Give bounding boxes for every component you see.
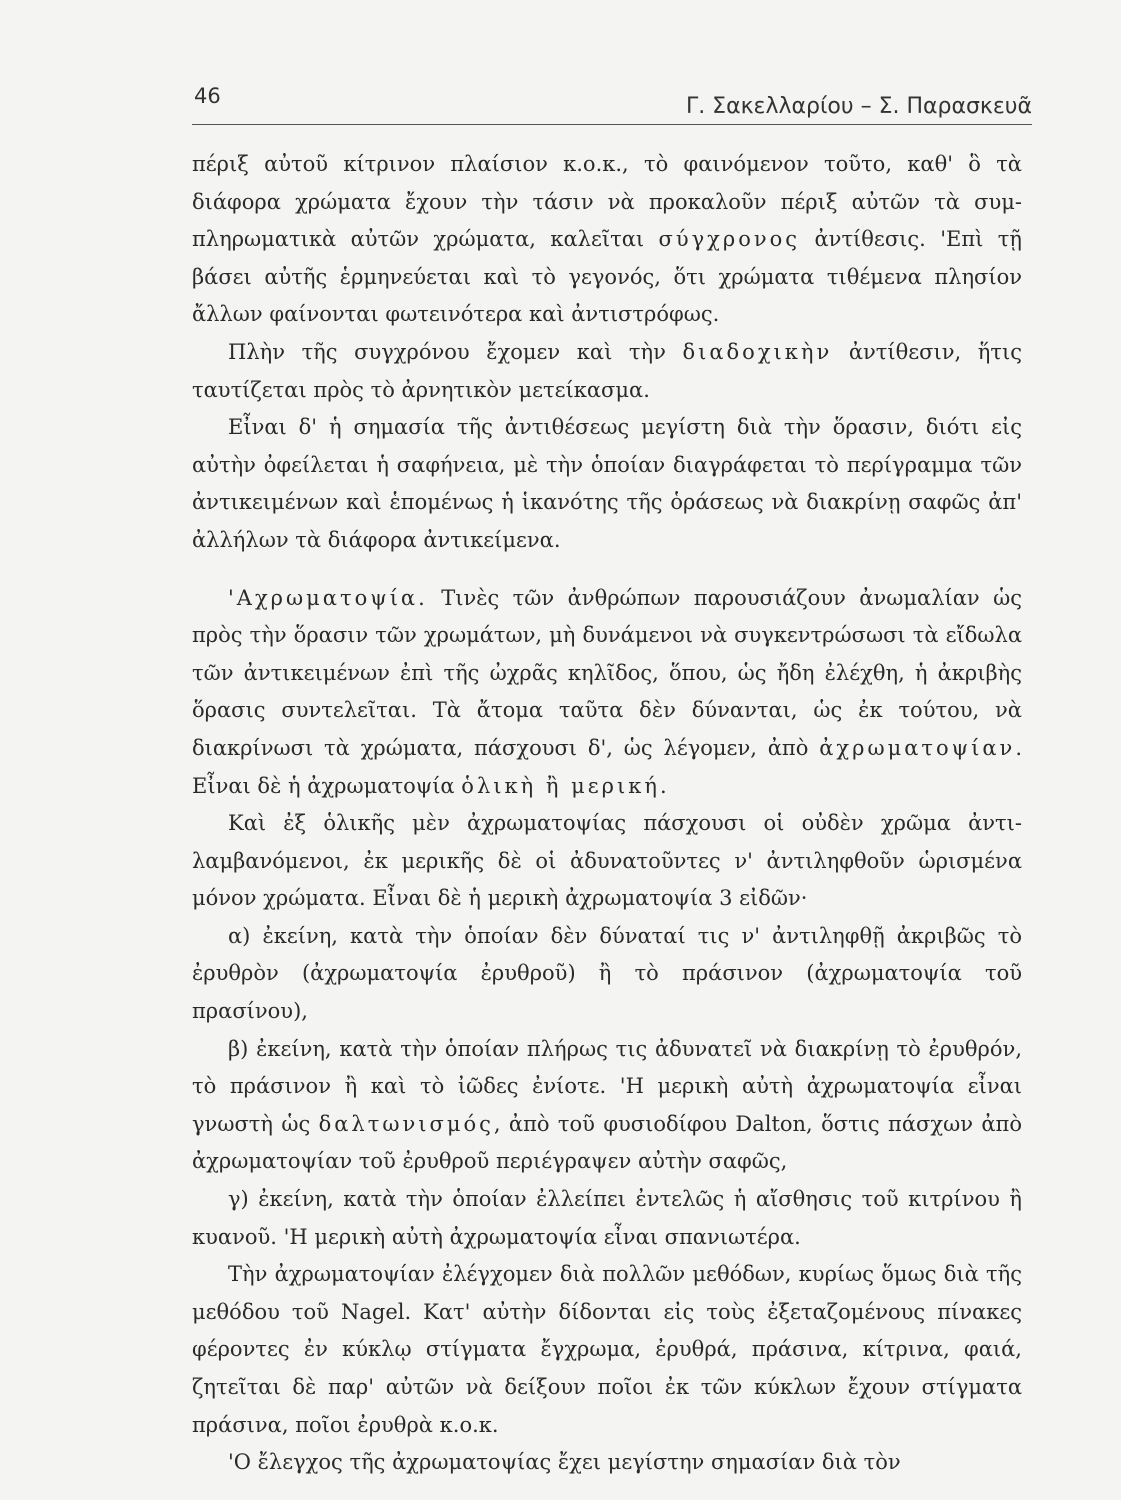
paragraph-significance: 'Ο ἔλεγχος τῆς ἀχρωματοψίας ἔχει μεγίστην σημασίαν διὰ τὸν xyxy=(228,1450,901,1475)
text-run: , ἀπὸ τοῦ φυσιοδίφου Dalton, ὅστις πάσχων ἀπὸ ἀχρωματοψίαν τοῦ ἐρυθροῦ περιέγραψεν αὐτὴν σαφῶς, xyxy=(192,1111,1022,1174)
spaced-term: ὁλικὴ ἢ μερική xyxy=(461,773,660,798)
paragraph-total-partial: Καὶ ἐξ ὁλικῆς μὲν ἀχρωματοψίας πάσχουσι οἱ οὐδὲν χρῶμα ἀντιλαμβανόμενοι, ἐκ μερικῆς δὲ οἱ ἀδυνατοῦντες ν' ἀντιληφθοῦν ὡρισμένα μόνον χρώματα. Εἶναι δὲ ἡ μερικὴ ἀχρωματοψία 3 εἰδῶν· xyxy=(192,811,1022,911)
page-number: 46 xyxy=(194,84,221,108)
text-run: Τινὲς τῶν ἀνθρώπων παρουσιάζουν ἀνωμαλίαν ὡς πρὸς τὴν ὅρασιν τῶν χρωμάτων, μὴ δυνάμενοι νὰ συγκεντρώσωσι τὰ εἴδωλα τῶν ἀντικειμένων ἐπὶ τῆς ὠχρᾶς κηλῖδος, ὅπου, ὡς ἤδη ἐλέχθη, ἡ ἀκριβὴς ὅρασις συντελεῖται. Τὰ ἄτομα ταῦτα δὲν δύνανται, ὡς ἐκ τούτου, νὰ διακρίνωσι τὰ χρώματα, πάσχουσι δ', ὡς λέγομεν, ἀπὸ xyxy=(192,585,1022,760)
spaced-term: ἀχρωματοψίαν xyxy=(819,735,1016,760)
text-run: β) ἐκείνη, κατὰ τὴν ὁποίαν πλήρως τις ἀδυνατεῖ νὰ διακρίνῃ τὸ ἐρυθρόν, τὸ πράσινον ἢ καὶ τὸ ἰῶδες ἐνίοτε. 'Η μερικὴ αὐτὴ ἀχρωματοψία εἶναι γνωστὴ ὡς xyxy=(192,1036,1022,1136)
list-item-b xyxy=(192,1031,1022,1181)
paragraph-contrast xyxy=(192,146,1022,334)
paragraph-nagel-method: Τὴν ἀχρωματοψίαν ἐλέγχομεν διὰ πολλῶν μεθόδων, κυρίως ὅμως διὰ τῆς μεθόδου τοῦ Nagel. Κατ' αὐτὴν δίδονται εἰς τοὺς ἐξεταζομένους πίνακες φέροντες ἐν κύκλῳ στίγματα ἔγχρωμα, ἐρυθρά, πράσινα, κίτρινα, φαιά, ζητεῖται δὲ παρ' αὐτῶν νὰ δείξουν ποῖοι ἐκ τῶν κύκλων ἔχουν στίγματα πράσινα, ποῖοι ἐρυθρὰ κ.ο.κ. xyxy=(192,1262,1022,1437)
section-gap xyxy=(192,560,1022,580)
paragraph-successive-contrast xyxy=(192,334,1022,409)
text-run: ἀντίθεσις. 'Επὶ τῇ βάσει αὐτῆς ἑρμηνεύεται καὶ τὸ γεγονός, ὅτι χρώματα τιθέμενα πλησίον ἄλλων φαίνονται φωτεινότερα καὶ ἀντιστρόφως. xyxy=(192,227,1022,327)
spaced-term: διαδοχικὴν xyxy=(682,339,833,364)
text-run: . xyxy=(659,773,667,798)
text-run: πέριξ αὐτοῦ κίτρινον πλαίσιον κ.ο.κ., τὸ φαινόμενον τοῦτο, καθ' ὃ τὰ διάφορα χρώματα ἔχουν τὴν τάσιν νὰ προκαλοῦν πέριξ αὐτῶν τὰ συμπληρωματικὰ αὐτῶν χρώματα, καλεῖται xyxy=(192,152,1022,252)
spaced-term: δαλτωνισμός xyxy=(318,1111,494,1136)
text-run: ἀντίθεσιν, ἥτις ταυτίζεται πρὸς τὸ ἀρνητικὸν μετείκασμα. xyxy=(192,339,1022,402)
list-item-a: α) ἐκείνη, κατὰ τὴν ὁποίαν δὲν δύναταί τις ν' ἀντιληφθῇ ἀκριβῶς τὸ ἐρυθρὸν (ἀχρωματοψία ἐρυθροῦ) ἢ τὸ πράσινον (ἀχρωματοψία τοῦ πρασίνου), xyxy=(192,923,1022,1024)
paragraph-achromatopsia xyxy=(192,580,1022,806)
section-heading: 'Αχρωματοψία. xyxy=(228,585,428,610)
list-item-c: γ) ἐκείνη, κατὰ τὴν ὁποίαν ἐλλείπει ἐντελῶς ἡ αἴσθησις τοῦ κιτρίνου ἢ κυανοῦ. 'Η μερικὴ αὐτὴ ἀχρωματοψία εἶναι σπανιωτέρα. xyxy=(192,1187,1022,1249)
header-authors: Γ. Σακελλαρίου – Σ. Παρασκευᾶ xyxy=(685,94,1032,119)
paragraph-importance: Εἶναι δ' ἡ σημασία τῆς ἀντιθέσεως μεγίστη διὰ τὴν ὅρασιν, διότι εἰς αὐτὴν ὀφείλεται ἡ σαφήνεια, μὲ τὴν ὁποίαν διαγράφεται τὸ περίγραμμα τῶν ἀντικειμένων καὶ ἑπομένως ἡ ἱκανότης τῆς ὁράσεως νὰ διακρίνῃ σαφῶς ἀπ' ἀλλήλων τὰ διάφορα ἀντικείμενα. xyxy=(192,415,1022,552)
running-head xyxy=(192,80,1032,125)
text-run: . Εἶναι δὲ ἡ ἀχρωματοψία xyxy=(192,735,1022,798)
spaced-term: σύγχρονος xyxy=(658,227,801,252)
body-text xyxy=(192,146,1022,1482)
text-run: Πλὴν τῆς συγχρόνου ἔχομεν καὶ τὴν xyxy=(228,339,683,364)
